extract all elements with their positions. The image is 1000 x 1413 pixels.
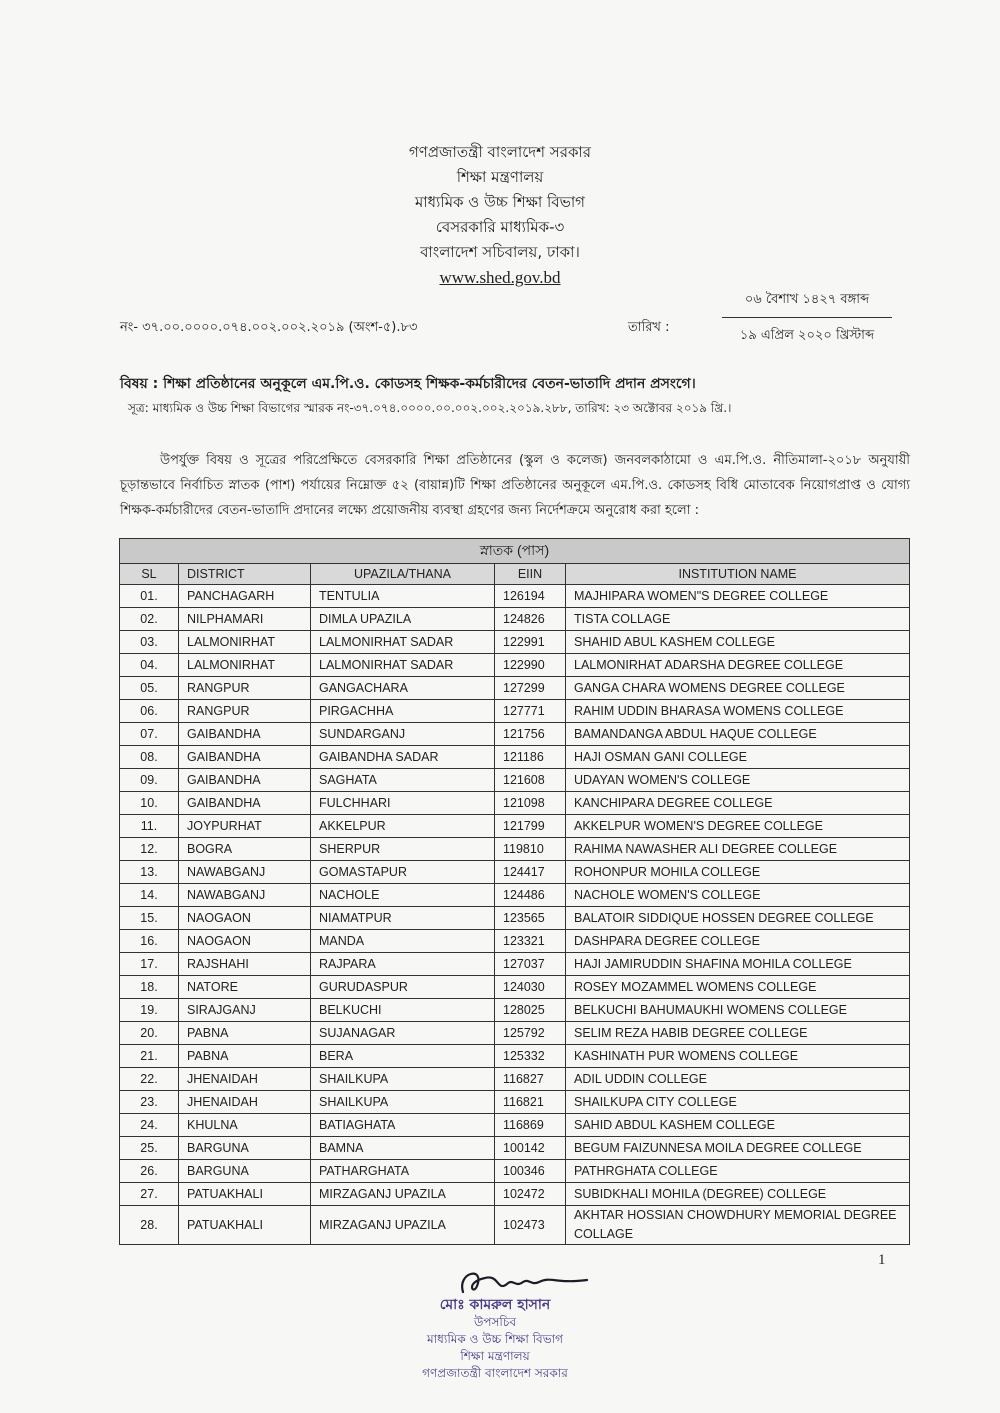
cell-district: BOGRA [179,838,311,861]
cell-district: RAJSHAHI [179,953,311,976]
table-row [120,700,910,723]
official-stamp [395,1297,595,1382]
cell-eiin: 128025 [495,999,566,1022]
cell-eiin: 124486 [495,884,566,907]
cell-upazila: DIMLA UPAZILA [311,608,495,631]
cell-sl: 09. [120,769,179,792]
cell-institution: PATHRGHATA COLLEGE [566,1160,910,1183]
table-row [120,769,910,792]
cell-upazila: GANGACHARA [311,677,495,700]
table-row [120,976,910,999]
date-label: তারিখ : [628,320,670,335]
cell-upazila: RAJPARA [311,953,495,976]
cell-sl: 12. [120,838,179,861]
table-row [120,1137,910,1160]
table-row [120,608,910,631]
table-row [120,723,910,746]
cell-sl: 28. [120,1206,179,1245]
division-name: মাধ্যমিক ও উচ্চ শিক্ষা বিভাগ [414,193,586,211]
cell-sl: 10. [120,792,179,815]
cell-sl: 26. [120,1160,179,1183]
table-row [120,815,910,838]
cell-district: GAIBANDHA [179,746,311,769]
table-row [120,677,910,700]
page-number: 1 [878,1252,886,1268]
cell-eiin: 122991 [495,631,566,654]
cell-institution: ROSEY MOZAMMEL WOMENS COLLEGE [566,976,910,999]
letterhead [0,140,1000,290]
cell-institution: SELIM REZA HABIB DEGREE COLLEGE [566,1022,910,1045]
cell-sl: 11. [120,815,179,838]
cell-eiin: 127299 [495,677,566,700]
cell-upazila: AKKELPUR [311,815,495,838]
cell-institution: BALATOIR SIDDIQUE HOSSEN DEGREE COLLEGE [566,907,910,930]
cell-district: JOYPURHAT [179,815,311,838]
stamp-government: গণপ্রজাতন্ত্রী বাংলাদেশ সরকার [422,1366,568,1380]
cell-institution: BELKUCHI BAHUMAUKHI WOMENS COLLEGE [566,999,910,1022]
date-block [722,290,892,347]
cell-institution: SHAILKUPA CITY COLLEGE [566,1091,910,1114]
cell-district: GAIBANDHA [179,723,311,746]
cell-institution: BAMANDANGA ABDUL HAQUE COLLEGE [566,723,910,746]
cell-institution: MAJHIPARA WOMEN"S DEGREE COLLEGE [566,585,910,608]
cell-upazila: SHAILKUPA [311,1068,495,1091]
cell-eiin: 116827 [495,1068,566,1091]
table-row [120,1206,910,1245]
cell-upazila: BATIAGHATA [311,1114,495,1137]
cell-sl: 19. [120,999,179,1022]
cell-district: SIRAJGANJ [179,999,311,1022]
cell-institution: BEGUM FAIZUNNESA MOILA DEGREE COLLEGE [566,1137,910,1160]
signature [455,1262,595,1302]
reference-line: সূত্র: মাধ্যমিক ও উচ্চ শিক্ষা বিভাগের স্মারক নং-৩৭.০৭৪.০০০০.০০.০০২.০০২.২০১৯.২৮৮, তারিখ: ২৩ অক্টোবর ২০১৯ খ্রি.। [128,401,732,415]
cell-upazila: GAIBANDHA SADAR [311,746,495,769]
cell-eiin: 116821 [495,1091,566,1114]
office-address: বাংলাদেশ সচিবালয়, ঢাকা। [420,243,580,261]
cell-eiin: 121186 [495,746,566,769]
column-header-eiin: EIIN [495,564,566,585]
cell-sl: 21. [120,1045,179,1068]
table-row [120,1022,910,1045]
cell-district: NILPHAMARI [179,608,311,631]
cell-upazila: BELKUCHI [311,999,495,1022]
cell-upazila: MIRZAGANJ UPAZILA [311,1183,495,1206]
institution-table [119,538,910,1245]
cell-eiin: 126194 [495,585,566,608]
cell-sl: 22. [120,1068,179,1091]
cell-eiin: 116869 [495,1114,566,1137]
cell-district: NATORE [179,976,311,999]
cell-institution: GANGA CHARA WOMENS DEGREE COLLEGE [566,677,910,700]
cell-district: LALMONIRHAT [179,631,311,654]
cell-upazila: GOMASTAPUR [311,861,495,884]
cell-sl: 07. [120,723,179,746]
cell-district: NAOGAON [179,907,311,930]
cell-sl: 08. [120,746,179,769]
cell-eiin: 121098 [495,792,566,815]
table-row [120,930,910,953]
cell-sl: 18. [120,976,179,999]
memo-number: নং- ৩৭.০০.০০০০.০৭৪.০০২.০০২.২০১৯ (অংশ-৫).৮৩ [120,320,418,335]
cell-district: JHENAIDAH [179,1068,311,1091]
cell-district: KHULNA [179,1114,311,1137]
cell-institution: HAJI JAMIRUDDIN SHAFINA MOHILA COLLEGE [566,953,910,976]
stamp-division: মাধ্যমিক ও উচ্চ শিক্ষা বিভাগ [426,1332,564,1346]
table-row [120,1183,910,1206]
table-row [120,746,910,769]
table-row [120,884,910,907]
column-header-upazila: UPAZILA/THANA [311,564,495,585]
cell-upazila: TENTULIA [311,585,495,608]
ministry-name: শিক্ষা মন্ত্রণালয় [456,168,544,186]
table-row [120,907,910,930]
cell-upazila: SHAILKUPA [311,1091,495,1114]
cell-institution: RAHIM UDDIN BHARASA WOMENS COLLEGE [566,700,910,723]
cell-district: NAWABGANJ [179,884,311,907]
cell-district: JHENAIDAH [179,1091,311,1114]
column-header-sl: SL [120,564,179,585]
cell-institution: AKKELPUR WOMEN'S DEGREE COLLEGE [566,815,910,838]
cell-upazila: PATHARGHATA [311,1160,495,1183]
cell-eiin: 121608 [495,769,566,792]
cell-eiin: 123321 [495,930,566,953]
cell-sl: 27. [120,1183,179,1206]
table-row [120,1068,910,1091]
cell-eiin: 124030 [495,976,566,999]
cell-eiin: 123565 [495,907,566,930]
column-header-district: DISTRICT [179,564,311,585]
cell-institution: HAJI OSMAN GANI COLLEGE [566,746,910,769]
government-name: গণপ্রজাতন্ত্রী বাংলাদেশ সরকার [408,143,592,161]
stamp-name: মোঃ কামরুল হাসান [439,1297,551,1313]
table-row [120,1160,910,1183]
cell-upazila: BERA [311,1045,495,1068]
cell-sl: 23. [120,1091,179,1114]
section-name: বেসরকারি মাধ্যমিক-৩ [435,218,565,236]
cell-district: NAOGAON [179,930,311,953]
table-row [120,861,910,884]
subject-line: বিষয় : শিক্ষা প্রতিষ্ঠানের অনুকূলে এম.পি.ও. কোডসহ শিক্ষক-কর্মচারীদের বেতন-ভাতাদি প্রদান প্রসংগে। [120,376,696,392]
cell-sl: 03. [120,631,179,654]
cell-eiin: 125332 [495,1045,566,1068]
cell-eiin: 102472 [495,1183,566,1206]
table-row [120,1045,910,1068]
cell-sl: 06. [120,700,179,723]
date-english: ১৯ এপ্রিল ২০২০ খ্রিস্টাব্দ [739,328,875,343]
cell-institution: LALMONIRHAT ADARSHA DEGREE COLLEGE [566,654,910,677]
cell-district: PATUAKHALI [179,1206,311,1245]
cell-upazila: BAMNA [311,1137,495,1160]
cell-eiin: 121799 [495,815,566,838]
website-link[interactable]: www.shed.gov.bd [439,268,561,287]
cell-sl: 20. [120,1022,179,1045]
cell-sl: 14. [120,884,179,907]
column-header-institution: INSTITUTION NAME [566,564,910,585]
cell-district: NAWABGANJ [179,861,311,884]
cell-eiin: 124417 [495,861,566,884]
cell-eiin: 121756 [495,723,566,746]
body-paragraph [120,448,910,523]
cell-eiin: 125792 [495,1022,566,1045]
cell-district: PABNA [179,1045,311,1068]
table-row [120,585,910,608]
cell-institution: ADIL UDDIN COLLEGE [566,1068,910,1091]
cell-upazila: PIRGACHHA [311,700,495,723]
stamp-ministry: শিক্ষা মন্ত্রণালয় [460,1349,530,1363]
cell-eiin: 100346 [495,1160,566,1183]
cell-upazila: SHERPUR [311,838,495,861]
cell-upazila: FULCHHARI [311,792,495,815]
cell-sl: 02. [120,608,179,631]
table-row [120,654,910,677]
cell-sl: 15. [120,907,179,930]
cell-upazila: NACHOLE [311,884,495,907]
cell-sl: 13. [120,861,179,884]
cell-sl: 25. [120,1137,179,1160]
body-text: উপর্যুক্ত বিষয় ও সূত্রের পরিপ্রেক্ষিতে বেসরকারি শিক্ষা প্রতিষ্ঠানের (স্কুল ও কলেজ) জনবলকাঠামো ও এম.পি.ও. নীতিমালা-২০১৮ অনুযায়ী চূড়ান্তভাবে নির্বাচিত স্নাতক (পাশ) পর্যায়ের নিম্নোক্ত ৫২ (বায়ান্ন)টি শিক্ষা প্রতিষ্ঠানের অনুকূলে এম.পি.ও. কোডসহ বিধি মোতাবেক নিয়োগপ্রাপ্ত ও যোগ্য শিক্ষক-কর্মচারীদের বেতন-ভাতাদি প্রদানের লক্ষ্যে প্রয়োজনীয় ব্যবস্থা গ্রহণের জন্য নির্দেশক্রমে অনুরোধ করা হলো : [120,453,910,518]
cell-district: PATUAKHALI [179,1183,311,1206]
cell-upazila: LALMONIRHAT SADAR [311,631,495,654]
table-row [120,631,910,654]
cell-institution: ROHONPUR MOHILA COLLEGE [566,861,910,884]
cell-eiin: 127037 [495,953,566,976]
cell-sl: 05. [120,677,179,700]
cell-institution: DASHPARA DEGREE COLLEGE [566,930,910,953]
cell-upazila: GURUDASPUR [311,976,495,999]
cell-sl: 17. [120,953,179,976]
cell-eiin: 119810 [495,838,566,861]
cell-district: PABNA [179,1022,311,1045]
stamp-designation: উপসচিব [473,1315,516,1329]
table-row [120,999,910,1022]
cell-institution: KANCHIPARA DEGREE COLLEGE [566,792,910,815]
cell-district: BARGUNA [179,1160,311,1183]
cell-institution: RAHIMA NAWASHER ALI DEGREE COLLEGE [566,838,910,861]
cell-eiin: 100142 [495,1137,566,1160]
cell-institution: NACHOLE WOMEN'S COLLEGE [566,884,910,907]
cell-eiin: 124826 [495,608,566,631]
cell-institution: SUBIDKHALI MOHILA (DEGREE) COLLEGE [566,1183,910,1206]
cell-district: RANGPUR [179,677,311,700]
cell-upazila: NIAMATPUR [311,907,495,930]
cell-district: GAIBANDHA [179,769,311,792]
date-bangla: ০৬ বৈশাখ ১৪২৭ বঙ্গাব্দ [722,290,892,318]
cell-sl: 04. [120,654,179,677]
cell-upazila: MIRZAGANJ UPAZILA [311,1206,495,1245]
cell-sl: 24. [120,1114,179,1137]
table-row [120,792,910,815]
cell-district: GAIBANDHA [179,792,311,815]
table-row [120,1091,910,1114]
table-row [120,953,910,976]
table-row [120,1114,910,1137]
cell-upazila: SAGHATA [311,769,495,792]
cell-district: BARGUNA [179,1137,311,1160]
cell-eiin: 102473 [495,1206,566,1245]
table-caption: স্নাতক (পাস) [120,539,910,564]
cell-district: RANGPUR [179,700,311,723]
cell-institution: SHAHID ABUL KASHEM COLLEGE [566,631,910,654]
cell-district: PANCHAGARH [179,585,311,608]
cell-district: LALMONIRHAT [179,654,311,677]
cell-institution: TISTA COLLAGE [566,608,910,631]
cell-sl: 01. [120,585,179,608]
cell-upazila: SUJANAGAR [311,1022,495,1045]
cell-institution: UDAYAN WOMEN'S COLLEGE [566,769,910,792]
cell-upazila: SUNDARGANJ [311,723,495,746]
cell-eiin: 127771 [495,700,566,723]
cell-institution: KASHINATH PUR WOMENS COLLEGE [566,1045,910,1068]
cell-upazila: LALMONIRHAT SADAR [311,654,495,677]
cell-upazila: MANDA [311,930,495,953]
cell-eiin: 122990 [495,654,566,677]
cell-institution: SAHID ABDUL KASHEM COLLEGE [566,1114,910,1137]
cell-sl: 16. [120,930,179,953]
table-row [120,838,910,861]
cell-institution: AKHTAR HOSSIAN CHOWDHURY MEMORIAL DEGREE COLLAGE [566,1206,910,1245]
